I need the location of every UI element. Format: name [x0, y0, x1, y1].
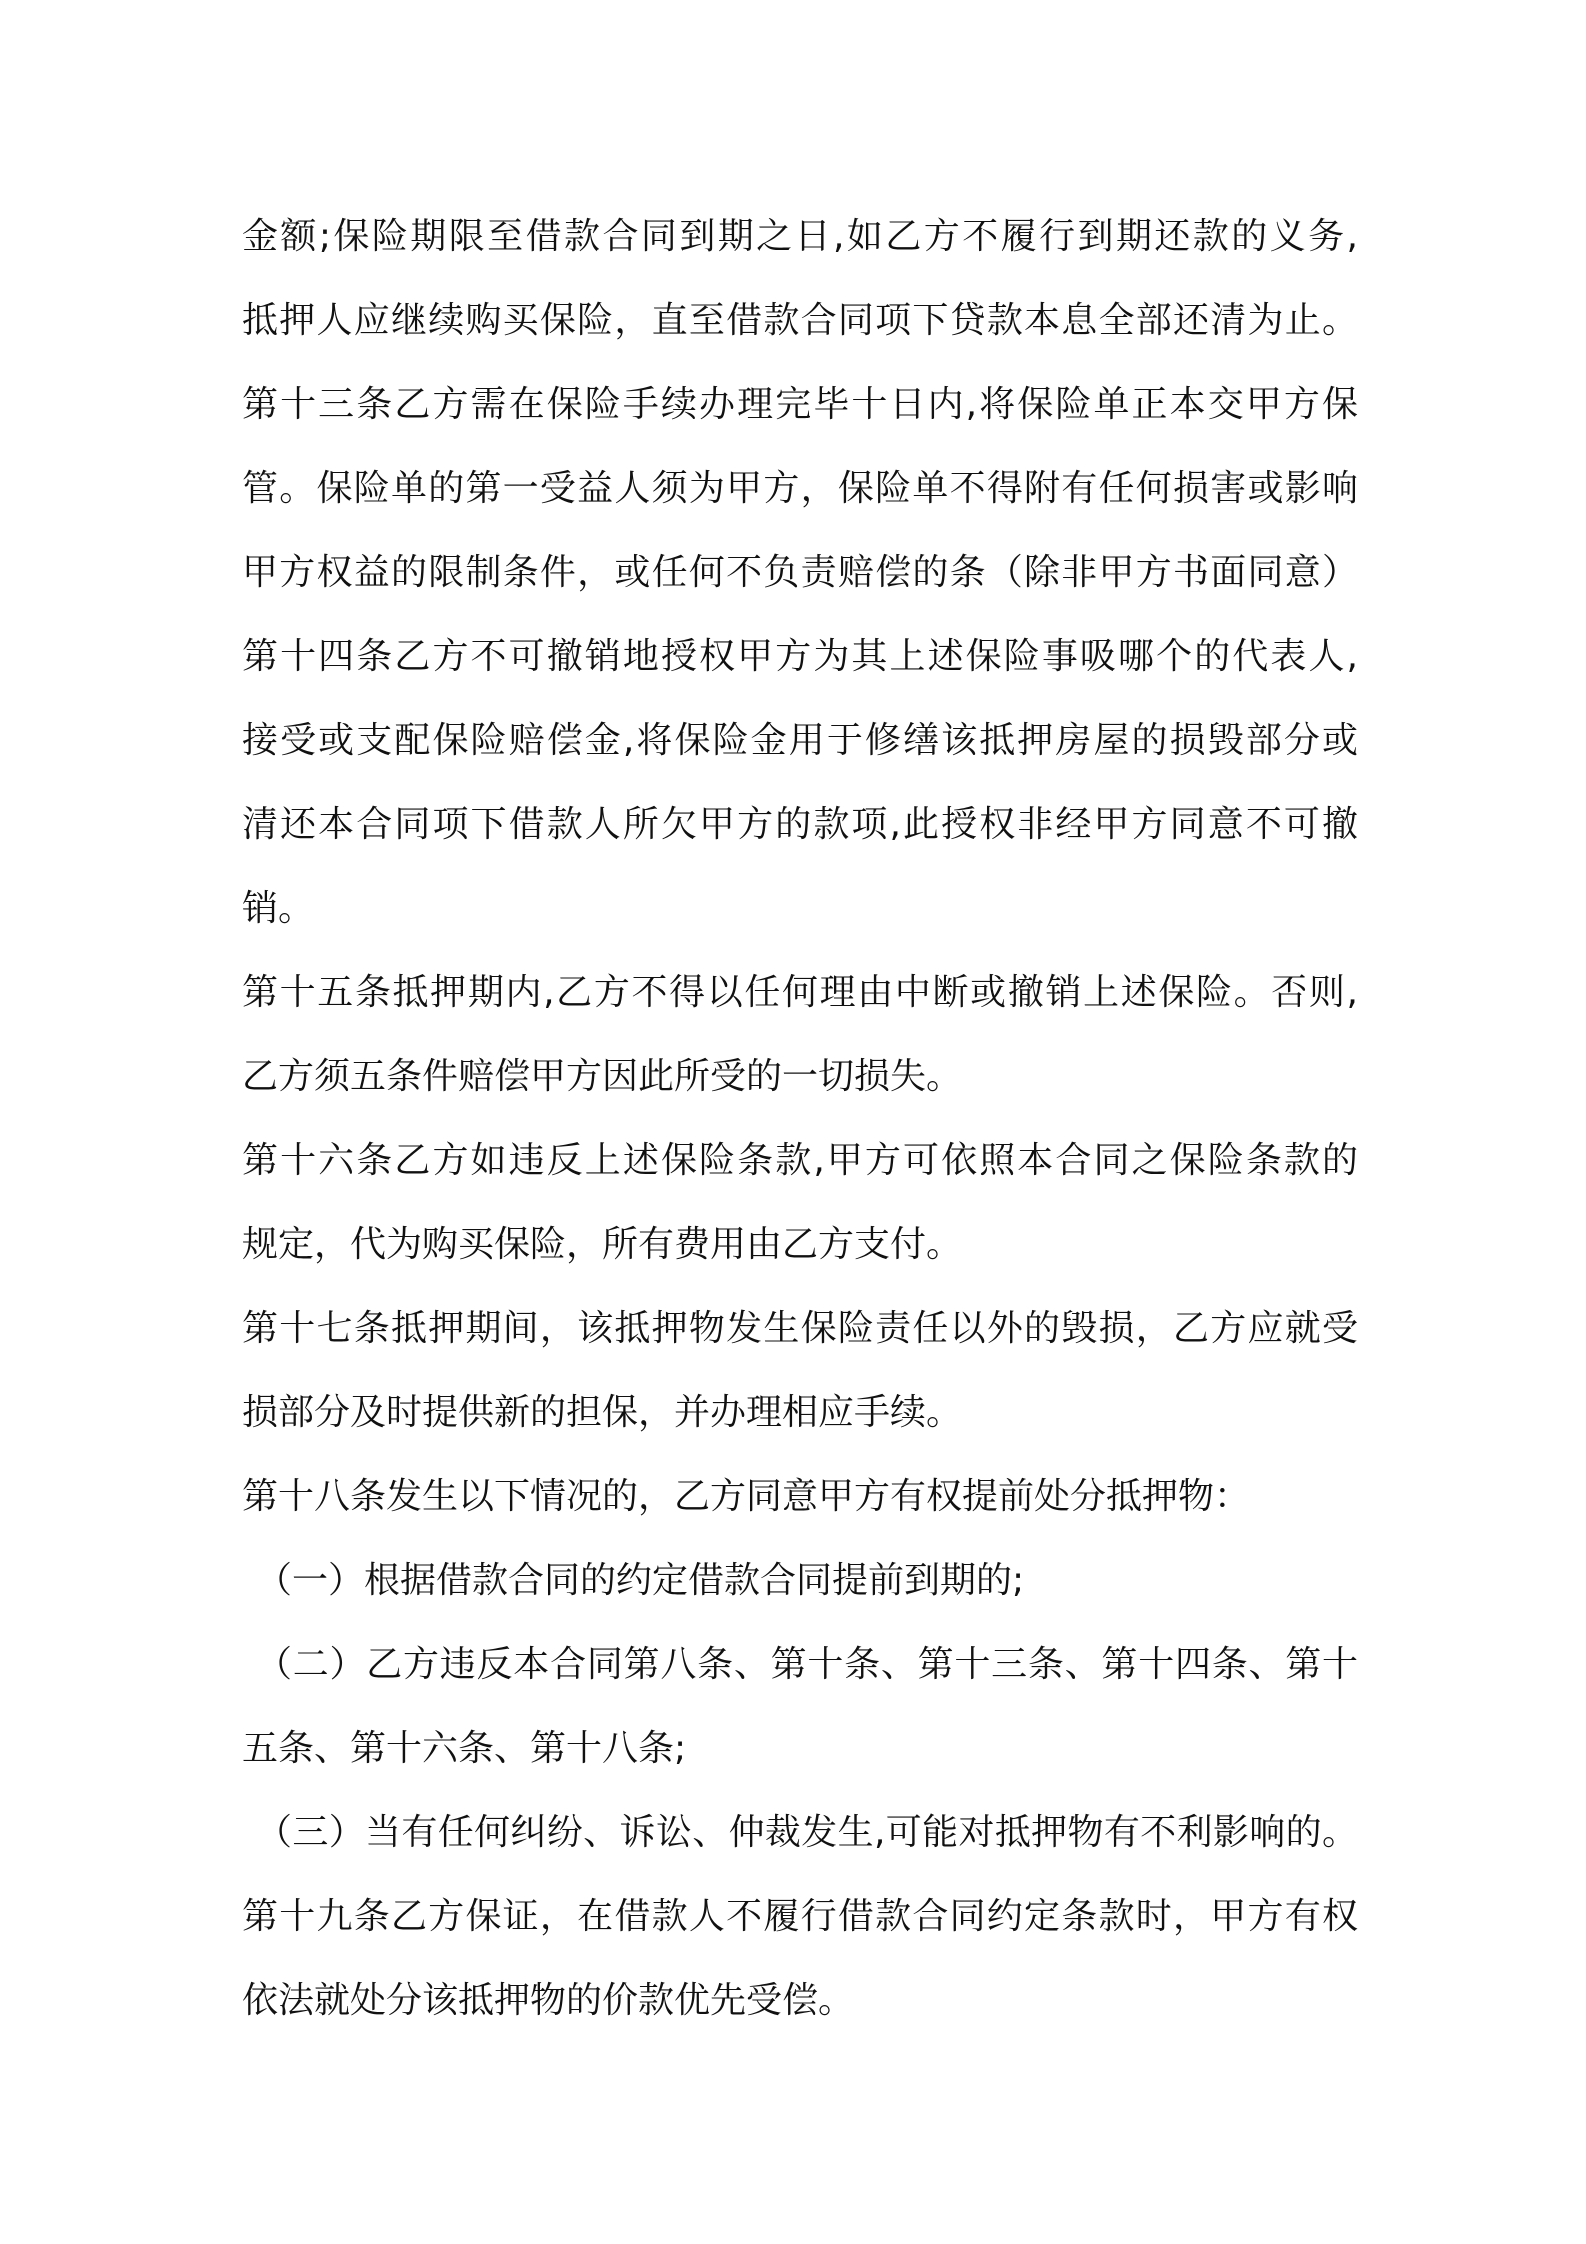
text-line: 损部分及时提供新的担保，并办理相应手续。: [242, 1392, 963, 1433]
text-line: 第十五条抵押期内,乙方不得以任何理由中断或撤销上述保险。否则,: [242, 972, 1358, 1013]
text-line: 依法就处分该抵押物的价款优先受偿。: [242, 1980, 855, 2021]
list-item-line: （三）当有任何纠纷、诉讼、仲裁发生,可能对抵押物有不利影响的。: [256, 1812, 1358, 1853]
text-line: 清还本合同项下借款人所欠甲方的款项,此授权非经甲方同意不可撤: [242, 804, 1358, 845]
text-line: 管。保险单的第一受益人须为甲方，保险单不得附有任何损害或影响: [242, 468, 1358, 509]
text-line: 五条、第十六条、第十八条;: [242, 1728, 687, 1769]
list-item-line: （一）根据借款合同的约定借款合同提前到期的;: [256, 1560, 1025, 1601]
text-line: 销。: [242, 888, 315, 929]
contract-body-text: [242, 195, 1358, 2043]
text-line: 第十八条发生以下情况的，乙方同意甲方有权提前处分抵押物：: [242, 1476, 1251, 1517]
text-line: 接受或支配保险赔偿金,将保险金用于修缮该抵押房屋的损毁部分或: [242, 720, 1358, 761]
text-line: 第十九条乙方保证，在借款人不履行借款合同约定条款时，甲方有权: [242, 1896, 1358, 1937]
text-line: 第十三条乙方需在保险手续办理完毕十日内,将保险单正本交甲方保: [242, 384, 1358, 425]
text-line: 第十四条乙方不可撤销地授权甲方为其上述保险事吸哪个的代表人,: [242, 636, 1358, 677]
text-line: 规定，代为购买保险，所有费用由乙方支付。: [242, 1224, 963, 1265]
text-line: 甲方权益的限制条件，或任何不负责赔偿的条（除非甲方书面同意）: [242, 552, 1358, 593]
text-line: 第十七条抵押期间，该抵押物发生保险责任以外的毁损，乙方应就受: [242, 1308, 1358, 1349]
text-line: 金额;保险期限至借款合同到期之日,如乙方不履行到期还款的义务,: [242, 216, 1358, 257]
text-line: 乙方须五条件赔偿甲方因此所受的一切损失。: [242, 1056, 963, 1097]
text-line: 抵押人应继续购买保险，直至借款合同项下贷款本息全部还清为止。: [242, 300, 1358, 341]
text-line: 第十六条乙方如违反上述保险条款,甲方可依照本合同之保险条款的: [242, 1140, 1358, 1181]
list-item-line: （二）乙方违反本合同第八条、第十条、第十三条、第十四条、第十: [256, 1644, 1358, 1685]
